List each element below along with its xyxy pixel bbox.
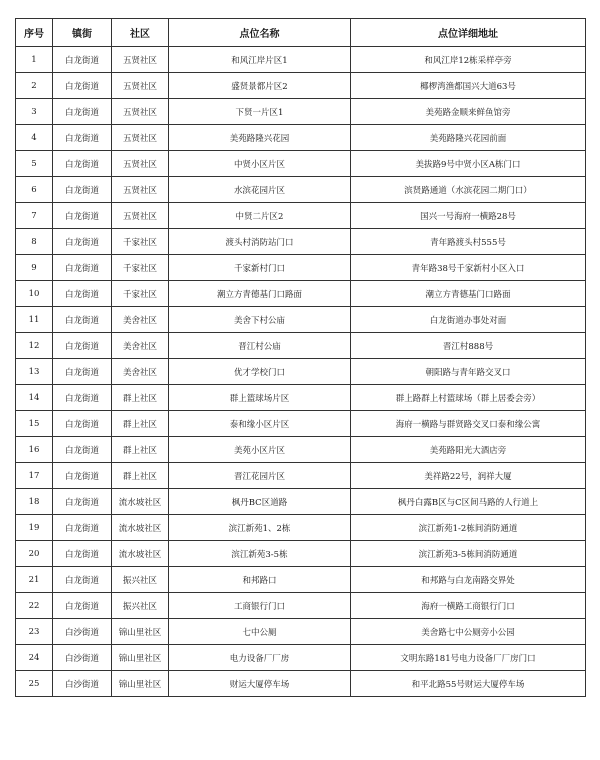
cell-site-address: 海府一横路与群贤路交叉口泰和缘公寓 — [351, 411, 586, 437]
table-row — [16, 47, 586, 73]
cell-site-name: 滨江新苑3-5栋 — [169, 541, 351, 567]
cell-site-name: 枫丹BC区道路 — [169, 489, 351, 515]
cell-town: 白龙街道 — [53, 177, 112, 203]
cell-serial: 24 — [16, 645, 53, 671]
table-row — [16, 541, 586, 567]
table-row — [16, 593, 586, 619]
cell-community: 群上社区 — [112, 463, 169, 489]
cell-serial: 8 — [16, 229, 53, 255]
cell-town: 白沙街道 — [53, 645, 112, 671]
cell-town: 白龙街道 — [53, 229, 112, 255]
cell-site-name: 滨江新苑1、2栋 — [169, 515, 351, 541]
table-row — [16, 619, 586, 645]
cell-community: 锦山里社区 — [112, 671, 169, 697]
table-row — [16, 671, 586, 697]
table-row — [16, 385, 586, 411]
cell-site-address: 枫丹白露B区与C区间马路的人行道上 — [351, 489, 586, 515]
cell-serial: 2 — [16, 73, 53, 99]
cell-town: 白龙街道 — [53, 359, 112, 385]
cell-community: 五贤社区 — [112, 151, 169, 177]
cell-serial: 6 — [16, 177, 53, 203]
cell-serial: 9 — [16, 255, 53, 281]
table-row — [16, 203, 586, 229]
cell-site-address: 潮立方青德基门口路面 — [351, 281, 586, 307]
cell-town: 白龙街道 — [53, 515, 112, 541]
cell-community: 五贤社区 — [112, 99, 169, 125]
cell-site-name: 中贤二片区2 — [169, 203, 351, 229]
cell-community: 五贤社区 — [112, 47, 169, 73]
cell-community: 群上社区 — [112, 385, 169, 411]
table-header-row — [16, 19, 586, 47]
cell-town: 白龙街道 — [53, 437, 112, 463]
cell-community: 流水坡社区 — [112, 489, 169, 515]
cell-serial: 5 — [16, 151, 53, 177]
cell-town: 白龙街道 — [53, 385, 112, 411]
cell-serial: 18 — [16, 489, 53, 515]
cell-site-address: 青年路38号千家新村小区入口 — [351, 255, 586, 281]
cell-site-name: 盛贤景都片区2 — [169, 73, 351, 99]
cell-site-address: 晋江村888号 — [351, 333, 586, 359]
cell-site-address: 国兴一号海府一横路28号 — [351, 203, 586, 229]
cell-town: 白龙街道 — [53, 47, 112, 73]
cell-community: 振兴社区 — [112, 567, 169, 593]
cell-community: 美舍社区 — [112, 333, 169, 359]
cell-serial: 11 — [16, 307, 53, 333]
cell-site-name: 千家新村门口 — [169, 255, 351, 281]
cell-town: 白龙街道 — [53, 307, 112, 333]
cell-serial: 4 — [16, 125, 53, 151]
cell-town: 白龙街道 — [53, 255, 112, 281]
table-row — [16, 151, 586, 177]
table-row — [16, 489, 586, 515]
cell-serial: 14 — [16, 385, 53, 411]
cell-community: 振兴社区 — [112, 593, 169, 619]
cell-site-name: 工商银行门口 — [169, 593, 351, 619]
cell-site-address: 群上路群上村篮球场（群上居委会旁） — [351, 385, 586, 411]
cell-site-address: 美苑路隆兴花园前面 — [351, 125, 586, 151]
cell-serial: 16 — [16, 437, 53, 463]
cell-serial: 25 — [16, 671, 53, 697]
table-row — [16, 411, 586, 437]
cell-community: 锦山里社区 — [112, 619, 169, 645]
table-row — [16, 515, 586, 541]
table-row — [16, 359, 586, 385]
cell-serial: 10 — [16, 281, 53, 307]
cell-serial: 22 — [16, 593, 53, 619]
table-row — [16, 307, 586, 333]
table-row — [16, 333, 586, 359]
cell-site-address: 滨江新苑3-5栋间消防通道 — [351, 541, 586, 567]
header-serial: 序号 — [16, 19, 53, 47]
table-row — [16, 463, 586, 489]
cell-site-address: 美舍路七中公厕旁小公园 — [351, 619, 586, 645]
cell-site-address: 美苑路阳光大酒店旁 — [351, 437, 586, 463]
cell-community: 流水坡社区 — [112, 541, 169, 567]
cell-site-name: 下贤一片区1 — [169, 99, 351, 125]
cell-town: 白龙街道 — [53, 125, 112, 151]
cell-town: 白龙街道 — [53, 203, 112, 229]
table-row — [16, 73, 586, 99]
cell-site-name: 财运大厦停车场 — [169, 671, 351, 697]
table-row — [16, 281, 586, 307]
cell-serial: 7 — [16, 203, 53, 229]
cell-serial: 19 — [16, 515, 53, 541]
cell-serial: 17 — [16, 463, 53, 489]
cell-serial: 12 — [16, 333, 53, 359]
cell-community: 美舍社区 — [112, 307, 169, 333]
cell-site-address: 美祥路22号，润祥大厦 — [351, 463, 586, 489]
cell-town: 白龙街道 — [53, 541, 112, 567]
cell-community: 美舍社区 — [112, 359, 169, 385]
cell-site-name: 美苑路隆兴花园 — [169, 125, 351, 151]
cell-community: 千家社区 — [112, 255, 169, 281]
cell-community: 锦山里社区 — [112, 645, 169, 671]
cell-community: 五贤社区 — [112, 177, 169, 203]
cell-site-address: 白龙街道办事处对面 — [351, 307, 586, 333]
cell-serial: 3 — [16, 99, 53, 125]
testing-sites-table — [15, 18, 586, 697]
cell-community: 群上社区 — [112, 437, 169, 463]
cell-community: 五贤社区 — [112, 73, 169, 99]
cell-community: 五贤社区 — [112, 203, 169, 229]
cell-town: 白龙街道 — [53, 73, 112, 99]
cell-site-address: 文明东路181号电力设备厂厂房门口 — [351, 645, 586, 671]
cell-site-name: 晋江花园片区 — [169, 463, 351, 489]
table-row — [16, 437, 586, 463]
cell-town: 白龙街道 — [53, 281, 112, 307]
cell-site-address: 滨江新苑1-2栋间消防通道 — [351, 515, 586, 541]
cell-community: 五贤社区 — [112, 125, 169, 151]
cell-site-name: 优才学校门口 — [169, 359, 351, 385]
cell-town: 白龙街道 — [53, 463, 112, 489]
cell-serial: 13 — [16, 359, 53, 385]
cell-town: 白龙街道 — [53, 99, 112, 125]
cell-site-name: 群上篮球场片区 — [169, 385, 351, 411]
cell-site-name: 泰和缘小区片区 — [169, 411, 351, 437]
cell-town: 白沙街道 — [53, 671, 112, 697]
cell-site-address: 滨贤路通道（水滨花园二期门口） — [351, 177, 586, 203]
cell-serial: 21 — [16, 567, 53, 593]
table-row — [16, 125, 586, 151]
cell-site-address: 朝阳路与青年路交叉口 — [351, 359, 586, 385]
cell-site-name: 晋江村公庙 — [169, 333, 351, 359]
header-site-name: 点位名称 — [169, 19, 351, 47]
cell-site-name: 七中公厕 — [169, 619, 351, 645]
cell-site-address: 和邦路与白龙南路交界处 — [351, 567, 586, 593]
cell-serial: 20 — [16, 541, 53, 567]
cell-site-address: 和平北路55号财运大厦停车场 — [351, 671, 586, 697]
cell-site-name: 电力设备厂厂房 — [169, 645, 351, 671]
cell-site-name: 渡头村消防站门口 — [169, 229, 351, 255]
header-site-address: 点位详细地址 — [351, 19, 586, 47]
cell-site-address: 青年路渡头村555号 — [351, 229, 586, 255]
table-row — [16, 255, 586, 281]
header-community: 社区 — [112, 19, 169, 47]
cell-community: 千家社区 — [112, 281, 169, 307]
cell-community: 千家社区 — [112, 229, 169, 255]
cell-site-address: 椰椤湾渔都国兴大道63号 — [351, 73, 586, 99]
cell-site-address: 和风江岸12栋采样亭旁 — [351, 47, 586, 73]
cell-serial: 1 — [16, 47, 53, 73]
cell-site-name: 和邦路口 — [169, 567, 351, 593]
cell-site-name: 水滨花园片区 — [169, 177, 351, 203]
table-row — [16, 567, 586, 593]
table-row — [16, 645, 586, 671]
cell-town: 白龙街道 — [53, 489, 112, 515]
cell-site-name: 美舍下村公庙 — [169, 307, 351, 333]
cell-site-address: 美拔路9号中贤小区A栋门口 — [351, 151, 586, 177]
cell-site-name: 和风江岸片区1 — [169, 47, 351, 73]
cell-site-name: 中贤小区片区 — [169, 151, 351, 177]
header-town: 镇街 — [53, 19, 112, 47]
table-row — [16, 99, 586, 125]
cell-community: 流水坡社区 — [112, 515, 169, 541]
cell-community: 群上社区 — [112, 411, 169, 437]
cell-town: 白龙街道 — [53, 151, 112, 177]
cell-serial: 15 — [16, 411, 53, 437]
cell-serial: 23 — [16, 619, 53, 645]
table-row — [16, 177, 586, 203]
cell-site-address: 海府一横路工商银行门口 — [351, 593, 586, 619]
table-body — [16, 47, 586, 697]
table-row — [16, 229, 586, 255]
cell-site-address: 美苑路金顺来鲜鱼馆旁 — [351, 99, 586, 125]
cell-site-name: 潮立方青德基门口路面 — [169, 281, 351, 307]
cell-town: 白龙街道 — [53, 411, 112, 437]
cell-site-name: 美苑小区片区 — [169, 437, 351, 463]
cell-town: 白沙街道 — [53, 619, 112, 645]
cell-town: 白龙街道 — [53, 333, 112, 359]
cell-town: 白龙街道 — [53, 593, 112, 619]
cell-town: 白龙街道 — [53, 567, 112, 593]
